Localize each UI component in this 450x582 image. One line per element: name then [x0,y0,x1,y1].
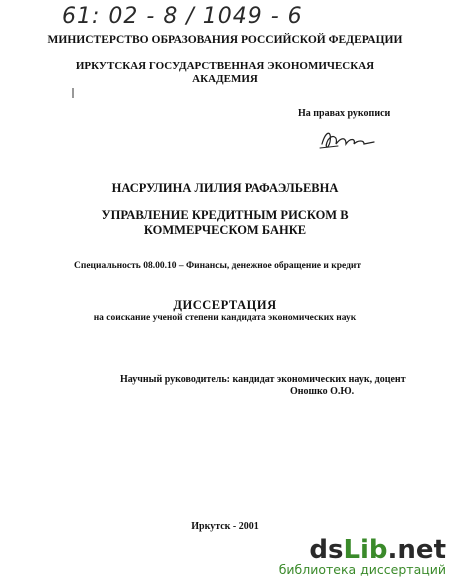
watermark-caption: библиотека диссертаций [278,562,446,577]
manuscript-rights-note: На правах рукописи [298,108,391,119]
scan-mark [72,88,74,98]
handwritten-signature [318,124,378,154]
degree-line: на соискание ученой степени кандидата экономических наук [93,313,357,323]
thesis-title-line1: УПРАВЛЕНИЕ КРЕДИТНЫМ РИСКОМ В [101,208,349,222]
dslib-watermark [272,534,450,582]
dslib-logo-text: dsLib.net [309,535,446,562]
archive-stamp [62,4,362,34]
ministry-heading: МИНИСТЕРСТВО ОБРАЗОВАНИЯ РОССИЙСКОЙ ФЕДЕРАЦИИ [47,34,403,46]
document-type: ДИССЕРТАЦИЯ [173,298,277,312]
academy-heading-line2: АКАДЕМИЯ [192,73,258,85]
supervisor-name: Оношко О.Ю. [290,386,355,397]
specialty-line: Специальность 08.00.10 – Финансы, денежное обращение и кредит [74,261,362,271]
archive-stamp-text: 61: 02 - 8 / 1049 - 6 [62,4,303,29]
academy-heading-line1: ИРКУТСКАЯ ГОСУДАРСТВЕННАЯ ЭКОНОМИЧЕСКАЯ [75,60,375,72]
thesis-title-line2: КОММЕРЧЕСКОМ БАНКЕ [143,223,307,237]
city-year: Иркутск - 2001 [191,521,259,532]
dslib-logo [272,534,450,562]
supervisor-line: Научный руководитель: кандидат экономических наук, доцент [120,374,406,385]
author-name: НАСРУЛИНА ЛИЛИЯ РАФАЭЛЬЕВНА [111,181,339,195]
